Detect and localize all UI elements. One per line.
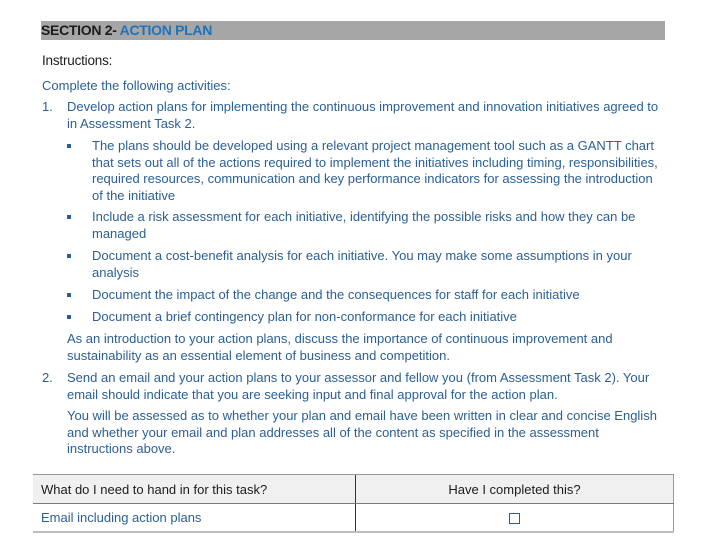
item-text: Develop action plans for implementing the continuous improvement and innovation initiatives agreed to in Assessment Task 2. — [67, 99, 659, 131]
item-2-closing-paragraph: You will be assessed as to whether your plan and email have been written in clear and concise English and whether your email and plan addresses all of the content as specified in the assessment instructions above. — [67, 408, 657, 457]
section-number: SECTION 2- — [41, 22, 120, 38]
square-bullet-icon — [67, 144, 71, 148]
column-header-deliverable: What do I need to hand in for this task? — [33, 475, 356, 504]
instructions-heading: Instructions: — [42, 53, 113, 68]
deliverable-cell: Email including action plans — [33, 504, 356, 533]
item-1-closing-paragraph: As an introduction to your action plans, discuss the importance of continuous improvement and sustainability as an essential element of business and competition. — [67, 331, 613, 363]
section-header-bar — [41, 21, 665, 40]
bullet-text: Include a risk assessment for each initiative, identifying the possible risks and how they can be managed — [92, 209, 636, 241]
table-row — [33, 504, 674, 533]
table-header-row — [33, 475, 674, 504]
completed-cell — [356, 504, 674, 533]
bullet-text: The plans should be developed using a relevant project management tool such as a GANTT chart that sets out all of the actions required to implement the initiatives including timing, responsibilities, required resources, communication and key performance indicators for assessing the introduction of the initiative — [92, 138, 658, 203]
column-header-completed: Have I completed this? — [356, 475, 674, 504]
square-bullet-icon — [67, 315, 71, 319]
section-title: ACTION PLAN — [119, 22, 213, 38]
item-number: 2. — [42, 370, 53, 385]
square-bullet-icon — [67, 254, 71, 258]
bullet-text: Document the impact of the change and the consequences for staff for each initiative — [92, 287, 580, 302]
square-bullet-icon — [67, 293, 71, 297]
item-text: Send an email and your action plans to your assessor and fellow you (from Assessment Task 2). Your email should indicate that you are seeking input and final approval for the action plan. — [67, 370, 650, 402]
instructions-intro: Complete the following activities: — [42, 78, 231, 93]
hand-in-checklist-table — [33, 474, 674, 533]
completed-checkbox[interactable] — [509, 513, 520, 524]
item-number: 1. — [42, 99, 53, 114]
bullet-text: Document a brief contingency plan for non-conformance for each initiative — [92, 309, 517, 324]
square-bullet-icon — [67, 215, 71, 219]
bullet-text: Document a cost-benefit analysis for each initiative. You may make some assumptions in your analysis — [92, 248, 632, 280]
